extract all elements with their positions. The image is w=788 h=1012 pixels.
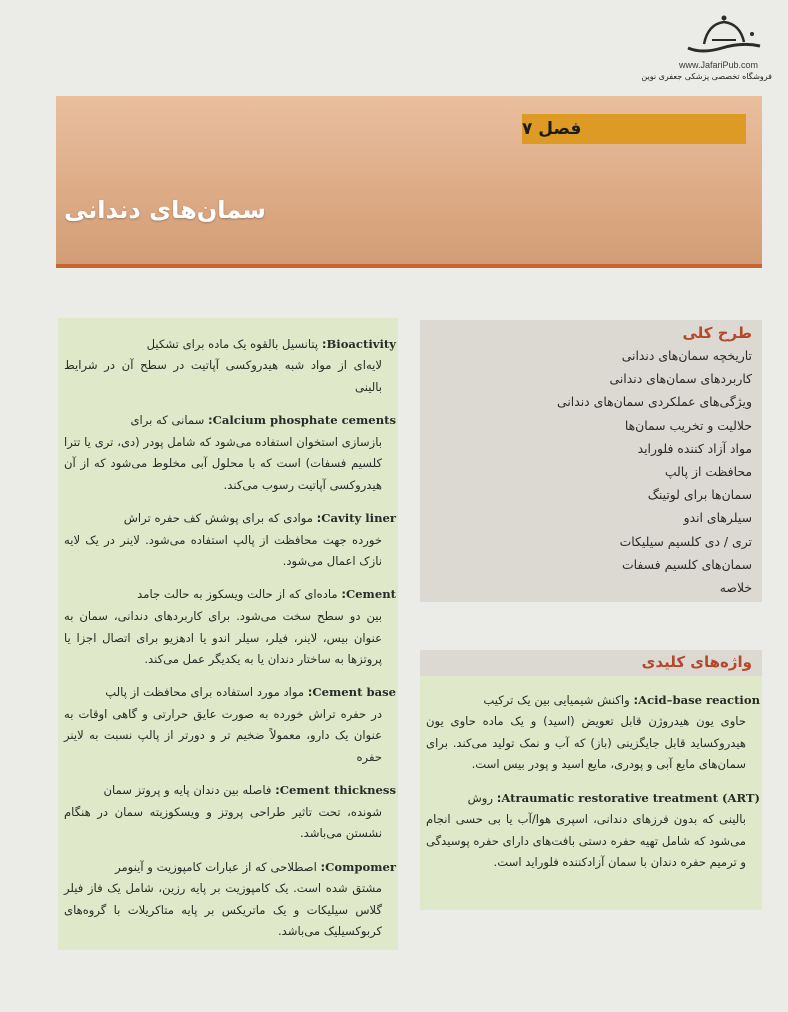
outline-item: سیلرهای اندو (683, 510, 752, 526)
keywords-box (420, 650, 762, 910)
outline-item: مواد آزاد کننده فلوراید (637, 440, 752, 456)
glossary-definition-first: موادی که برای پوشش کف حفره تراش (123, 510, 313, 525)
keyword-term: Acid–base reaction (638, 692, 760, 707)
keywords-heading-band (420, 650, 762, 676)
chapter-banner (56, 96, 762, 268)
outline-item: تاریخچه سمان‌های دندانی (621, 348, 752, 363)
keyword-entry: Atraumatic restorative treatment (ART): روش بالینی که بدون فرزهای دندانی، اسپری هوا/آب یا بی حسی انجام می‌شود که شامل تهیه حفره دستی بافت‌های دارای حفره پوسیدگی و ترمیم حفره دندان با سمان آزادکننده فلوراید است. (426, 788, 760, 874)
chapter-label: فصل ۷ (522, 114, 746, 144)
outline-heading: طرح کلی (682, 324, 752, 342)
chapter-title: سمان‌های دندانی (64, 196, 266, 224)
outline-item: کاربردهای سمان‌های دندانی (609, 371, 752, 387)
glossary-definition-first: اصطلاحی که از عبارات کامپوزیت و آینومر (115, 859, 317, 874)
glossary-definition: مشتق شده است. یک کامپوزیت بر پایه رزین، شامل یک فاز فیلر گلاس سیلیکات و یک ماتریکس بر پایه متاکریلات با گروه‌های کربوکسیلیک می‌باشد. (64, 881, 382, 939)
glossary-definition-first: ماده‌ای که از حالت ویسکوز به حالت جامد (137, 587, 338, 602)
glossary-term: Calcium phosphate cements (212, 412, 396, 427)
outline-item: تری / دی کلسیم سیلیکات (619, 533, 752, 549)
glossary-term: Cement thickness (279, 783, 396, 798)
glossary-entry: Cavity liner: موادی که برای پوشش کف حفره تراش خورده جهت محافظت از پالپ استفاده می‌شود. لاینر در یک لایه نازک اعمال می‌شود. (64, 508, 396, 573)
glossary-term: Cement (345, 587, 396, 602)
glossary-definition: در حفره تراش خورده به صورت عایق حرارتی و گاهی اوقات به عنوان یک دارو، معمولاً ضخیم تر و دورتر از پالپ نسبت به لاینر حفره (64, 706, 382, 765)
publisher-url: www.JafariPub.com (678, 60, 758, 70)
keyword-definition-first: واکنش شیمیایی بین یک ترکیب (483, 692, 630, 707)
keyword-entry: Acid–base reaction: واکنش شیمیایی بین یک ترکیب حاوی یون هیدروژن قابل تعویض (اسید) و یک ماده حاوی یون هیدروکساید قابل جایگزینی (باز) که آب و نمک تولید می‌کند. برای سمان‌های مایع آبی و پودری، مایع اسید و پودر بیس است. (426, 690, 760, 776)
glossary-definition-first: فاصله بین دندان پایه و پروتز سمان (103, 783, 272, 798)
publisher-logo-mark (682, 14, 766, 58)
glossary-term: Compomer (325, 859, 396, 874)
glossary-column (58, 318, 398, 950)
glossary-entry: Calcium phosphate cements: سمانی که برای بازسازی استخوان استفاده می‌شود که شامل پودر (دی، تری یا تترا کلسیم فسفات) است که با محلول آبی مخلوط می‌شود که از آن هیدروکسی آپاتیت رسوب می‌کند. (64, 410, 396, 496)
glossary-definition-first: پتانسیل بالقوه یک ماده برای تشکیل (146, 336, 319, 351)
outline-list (430, 344, 752, 599)
glossary-definition: خورده جهت محافظت از پالپ استفاده می‌شود. لاینر در یک لایه نازک اعمال می‌شود. (64, 532, 382, 569)
glossary-definition-first: سمانی که برای (130, 412, 205, 427)
keywords-heading: واژه‌های کلیدی (641, 653, 752, 671)
publisher-shop-name: فروشگاه تخصصی پزشکی جعفری نوین (641, 72, 772, 81)
keyword-term: Atraumatic restorative treatment (ART) (501, 790, 760, 805)
glossary-definition: لایه‌ای از مواد شبه هیدروکسی آپاتیت در سطح آن در شرایط بالینی (64, 358, 382, 394)
outline-item: حلالیت و تخریب سمان‌ها (624, 417, 752, 433)
keyword-definition: حاوی یون هیدروژن قابل تعویض (اسید) و یک ماده حاوی یون هیدروکساید قابل جایگزینی (باز) که آب و نمک تولید می‌کند. برای سمان‌های مایع آبی و پودری، مایع اسید و پودر بیس است. (426, 714, 746, 772)
keyword-definition-first: روش (467, 790, 493, 805)
glossary-term: Cement base (312, 685, 396, 700)
glossary-entry: Bioactivity: پتانسیل بالقوه یک ماده برای تشکیل لایه‌ای از مواد شبه هیدروکسی آپاتیت در سطح آن در شرایط بالینی (64, 334, 396, 399)
glossary-entry: Cement base: مواد مورد استفاده برای محافظت از پالپ در حفره تراش خورده به صورت عایق حرارتی و گاهی اوقات به عنوان یک دارو، معمولاً ضخیم تر و دورتر از پالپ نسبت به لاینر حفره (64, 682, 396, 768)
outline-item: سمان‌های کلسیم فسفات (621, 556, 752, 572)
glossary-entry: Cement thickness: فاصله بین دندان پایه و پروتز سمان شونده، تحت تاثیر طراحی پروتز و ویسکوزیته سمان در هنگام نشستن می‌باشد. (64, 780, 396, 845)
keywords-entries (426, 676, 762, 874)
outline-box (420, 320, 762, 602)
keyword-definition: بالینی که بدون فرزهای دندانی، اسپری هوا/آب یا بی حسی انجام می‌شود که شامل تهیه حفره دستی بافت‌های دارای حفره پوسیدگی و ترمیم حفره دندان با سمان آزادکننده فلوراید است. (426, 812, 746, 870)
glossary-definition: بین دو سطح سخت می‌شود. برای کاربردهای دندانی، سمان به عنوان بیس، لاینر، فیلر، سیلر اندو یا ادهزیو برای اتصال اجزا یا پروتزها به ساختار دندان یا به یکدیگر عمل می‌کند. (64, 608, 382, 667)
glossary-term: Cavity liner (321, 510, 396, 525)
glossary-term: Bioactivity (326, 336, 396, 351)
outline-item: محافظت از پالپ (664, 464, 752, 480)
glossary-definition-first: مواد مورد استفاده برای محافظت از پالپ (105, 685, 305, 700)
outline-item: خلاصه (719, 580, 752, 596)
publisher-logo (612, 14, 772, 81)
glossary-entry: Cement: ماده‌ای که از حالت ویسکوز به حالت جامد بین دو سطح سخت می‌شود. برای کاربردهای دندانی، سمان به عنوان بیس، لاینر، فیلر، سیلر اندو یا ادهزیو برای اتصال اجزا یا پروتزها به ساختار دندان یا به یکدیگر عمل می‌کند. (64, 584, 396, 670)
glossary-definition: بازسازی استخوان استفاده می‌شود که شامل پودر (دی، تری یا تترا کلسیم فسفات) است که با محلول آبی مخلوط می‌شود که از آن هیدروکسی آپاتیت رسوب می‌کند. (64, 434, 382, 492)
glossary-entry: Compomer: اصطلاحی که از عبارات کامپوزیت و آینومر مشتق شده است. یک کامپوزیت بر پایه رزین، شامل یک فاز فیلر گلاس سیلیکات و یک ماتریکس بر پایه متاکریلات با گروه‌های کربوکسیلیک می‌باشد. (64, 857, 396, 943)
outline-item: ویژگی‌های عملکردی سمان‌های دندانی (557, 394, 752, 410)
outline-item: سمان‌ها برای لوتینگ (647, 487, 752, 503)
glossary-definition: شونده، تحت تاثیر طراحی پروتز و ویسکوزیته سمان در هنگام نشستن می‌باشد. (64, 804, 382, 841)
